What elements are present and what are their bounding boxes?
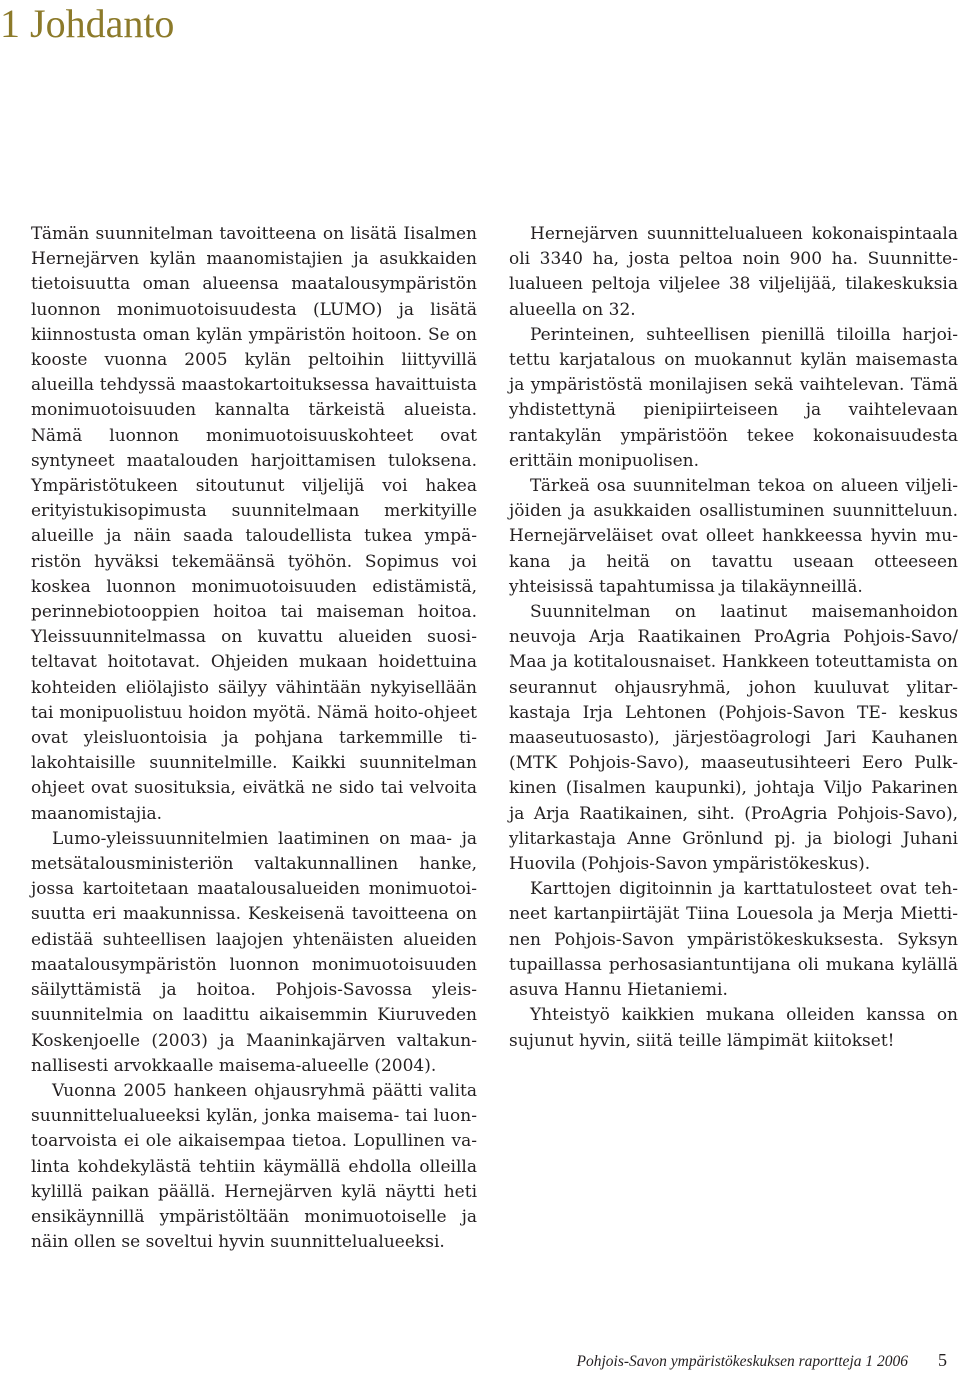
body-paragraph: Yhteistyö kaikkien mukana olleiden kanssa on sujunut hyvin, siitä teille lämpimät kiitokset! xyxy=(509,1005,958,1051)
body-paragraph: Hernejärven suunnittelualueen kokonaispintaala oli 3340 ha, josta peltoa noin 900 ha. Suunnittelualueen peltoja viljelee 38 viljelijää, tilakeskuksia alueella on 32. xyxy=(509,224,958,320)
body-paragraph: Tärkeä osa suunnitelman tekoa on alueen viljelijöiden ja asukkaiden osallistuminen suunnitteluun. Hernejärveläiset ovat olleet hankkeessa hyvin mukana ja heitä on tavattu useaan otteeseen yhteisissä tapahtumissa ja tilakäynneillä. xyxy=(509,476,958,597)
page-number: 5 xyxy=(938,1350,947,1370)
right-column xyxy=(509,222,958,1054)
body-paragraph: Karttojen digitoinnin ja karttatulosteet ovat tehneet kartanpiirtäjät Tiina Louesola ja Merja Miettinen Pohjois-Savon ympäristökeskuksesta. Syksyn tupaillassa perhosasiantuntijana oli mukana kylällä asuva Hannu Hietaniemi. xyxy=(509,879,958,1001)
body-paragraph: Vuonna 2005 hankeen ohjausryhmä päätti valita suunnittelualueeksi kylän, jonka maisema- tai luontoarvoista ei ole aikaisempaa tietoa. Lopullinen valinta kohdekylästä tehtiin käymällä ehdolla olleilla kylillä paikan päällä. Hernejärven kylä näytti heti ensikäynnillä ympäristöltään monimuotoiselle ja näin ollen se soveltui hyvin suunnittelualueeksi. xyxy=(31,1080,477,1253)
page-title: 1 Johdanto xyxy=(0,1,175,46)
body-paragraph: Suunnitelman on laatinut maisemanhoidon neuvoja Arja Raatikainen ProAgria Pohjois-Savo/ Maa ja kotitalousnaiset. Hankkeen toteuttamista on seurannut ohjausryhmä, johon kuuluvat ylitarkastaja Irja Lehtonen (Pohjois-Savon TE- keskus maaseutuosasto), järjestöagrologi Jari Kauhanen (MTK Pohjois-Savo), maaseutusihteeri Eero Pulkkinen (Iisalmen kaupunki), johtaja Viljo Pakarinen ja Arja Raatikainen, siht. (ProAgria Pohjois-Savo), ylitarkastaja Anne Grönlund pj. ja biologi Juhani Huovila (Pohjois-Savon ympäristökeskus). xyxy=(509,602,958,875)
body-paragraph: Perinteinen, suhteellisen pienillä tiloilla harjoitettu karjatalous on muokannut kylän maisemasta ja ympäristöstä monilajisen sekä vaihtelevan. Tämä yhdistettynä pienipiirteiseen ja vaihtelevaan rantakylän ympäristöön tekee kokonaisuudesta erittäin monipuolisen. xyxy=(509,324,958,471)
left-column xyxy=(31,222,477,1255)
body-paragraph: Tämän suunnitelman tavoitteena on lisätä Iisalmen Hernejärven kylän maanomistajien ja asukkaiden tietoisuutta oman alueensa maatalousympäristön luonnon monimuotoisuudesta (LUMO) ja lisätä kiinnostusta oman kylän ympäristön hoitoon. Se on kooste vuonna 2005 kylän peltoihin liittyvillä alueilla tehdyssä maastokartoituksessa havaittuista monimuotoisuuden kannalta tärkeistä alueista. Nämä luonnon monimuotoisuuskohteet ovat syntyneet maatalouden harjoittamisen tuloksena. Ympäristötukeen sitoutunut viljelijä voi hakea erityistukisopimusta suunnitelmaan merkityille alueille ja näin saada taloudellista tukea ympäristön hyväksi tekemäänsä työhön. Sopimus voi koskea luonnon monimuotoisuuden edistämistä, perinnebiotooppien hoitoa tai maiseman hoitoa. Yleissuunnitelmassa on kuvattu alueiden suositeltavat hoitotavat. Ohjeiden mukaan hoidettuina kohteiden eliölajisto säilyy vähintään nykyisellään tai monipuolistuu hoidon myötä. Nämä hoito-ohjeet ovat yleisluontoisia ja pohjana tarkemmille tilakohtaisille suunnitelmille. Kaikki suunnitelman ohjeet ovat suosituksia, eivätkä ne sido tai velvoita maanomistajia. xyxy=(31,224,477,824)
footer-publication: Pohjois-Savon ympäristökeskuksen raportteja 1 2006 xyxy=(576,1353,908,1370)
body-paragraph: Lumo-yleissuunnitelmien laatiminen on maa- ja metsätalousministeriön valtakunnallinen hanke, jossa kartoitetaan maatalousalueiden monimuotoisuutta eri maakunnissa. Keskeisenä tavoitteena on edistää suhteellisen laajojen yhtenäisten alueiden maatalousympäristön luonnon monimuotoisuuden säilyttämistä ja hoitoa. Pohjois-Savossa yleissuunnitelmia on laadittu aikaisemmin Kiuruveden Koskenjoelle (2003) ja Maaninkajärven valtakunnallisesti arvokkaalle maisema-alueelle (2004). xyxy=(31,828,477,1076)
